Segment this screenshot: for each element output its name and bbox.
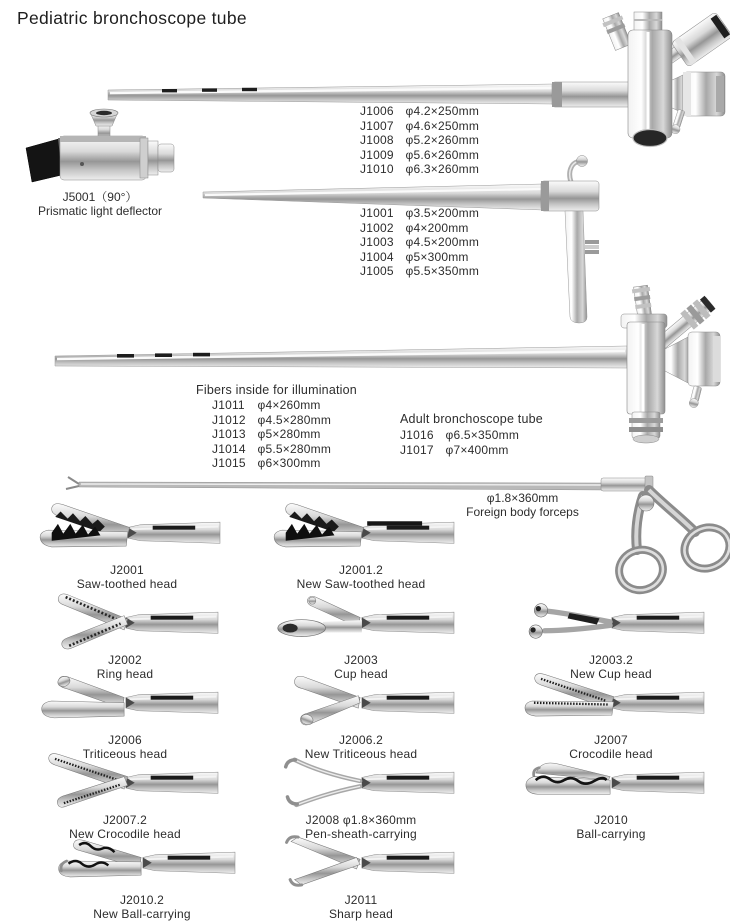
forceps-name: Ball-carrying [576,827,646,841]
forceps-cell-j2011 [252,830,470,921]
foreign-body-forceps-name: Foreign body forceps [466,505,579,519]
deflector-code: J5001（90°） [62,190,138,204]
forceps-code: J2003 [344,653,378,667]
page-title: Pediatric bronchoscope tube [17,8,247,28]
forceps-name: Sharp head [328,907,394,921]
forceps-name: New Ball-carrying [93,907,191,921]
forceps-name: Ring head [96,667,154,681]
deflector-caption [15,190,185,218]
forceps-code: J2007 [594,733,628,747]
forceps-name: Triticeous head [82,747,168,761]
forceps-name: Cup head [334,667,388,681]
forceps-code: J2001.2 [338,563,384,577]
forceps-cell-j2006-2 [252,670,470,761]
new-saw-toothed-head-illustration [263,500,459,562]
adult-tubes-heading: Adult bronchoscope tube [400,412,543,426]
fiber-tube-illustration [45,272,730,444]
forceps-cell-j2001 [18,500,236,591]
crocodile-head-illustration [513,670,709,732]
spec-line: J1001 φ3.5×200mm [360,206,480,220]
forceps-cell-j2007-2 [16,750,234,841]
spec-line: J1005 φ5.5×350mm [360,264,480,278]
spec-line: J1006 φ4.2×250mm [360,104,480,118]
forceps-cell-j2003-2 [502,590,720,681]
forceps-name: New Saw-toothed head [296,577,426,591]
ring-head-illustration [27,590,223,652]
new-triticeous-head-illustration [263,670,459,732]
spec-line: J1011 φ4×260mm [212,398,321,412]
spec-line: J1010 φ6.3×260mm [360,162,480,176]
forceps-cell-j2008 [252,750,470,841]
spec-line: J1013 φ5×280mm [212,427,321,441]
forceps-name: New Crocodile head [69,827,181,841]
pen-sheath-carrying-illustration [263,750,459,812]
spec-line: J1008 φ5.2×260mm [360,133,480,147]
forceps-cell-j2001-2 [252,500,470,591]
cup-head-illustration [263,590,459,652]
tube-b-spec-list [360,206,479,279]
spec-line: J1016 φ6.5×350mm [400,428,520,442]
spec-line: J1007 φ4.6×250mm [360,118,480,133]
forceps-cell-j2003 [252,590,470,681]
forceps-code: J2008 φ1.8×360mm [305,813,417,827]
forceps-code: J2006 [108,733,142,747]
spec-line: J1003 φ4.5×200mm [360,235,480,249]
spec-line: J1017 φ7×400mm [400,442,509,457]
spec-line: J1004 φ5×300mm [360,249,469,264]
new-ball-carrying-illustration [44,830,240,892]
saw-toothed-head-illustration [29,500,225,562]
forceps-cell-j2007 [502,670,720,761]
prismatic-light-deflector-illustration [22,108,182,192]
forceps-name: New Cup head [570,667,652,681]
forceps-code: J2003.2 [588,653,634,667]
ball-carrying-illustration [513,750,709,812]
forceps-code: J2002 [108,653,142,667]
new-crocodile-head-illustration [27,750,223,812]
forceps-cell-j2010-2 [28,830,256,921]
sharp-head-illustration [263,830,459,892]
forceps-cell-j2010 [502,750,720,841]
forceps-code: J2010 [594,813,628,827]
triticeous-head-illustration [27,670,223,732]
forceps-code: J2010.2 [119,893,165,907]
fiber-tubes-heading: Fibers inside for illumination [196,383,357,397]
new-cup-head-illustration [513,590,709,652]
forceps-name: New Triticeous head [304,747,418,761]
spec-line: J1012 φ4.5×280mm [212,412,332,427]
forceps-code: J2011 [344,893,378,907]
deflector-name: Prismatic light deflector [37,204,163,218]
forceps-name: Saw-toothed head [76,577,178,591]
forceps-name: Pen-sheath-carrying [305,827,417,841]
forceps-code: J2007.2 [102,813,148,827]
forceps-code: J2006.2 [338,733,384,747]
spec-line: J1014 φ5.5×280mm [212,441,332,456]
spec-line: J1002 φ4×200mm [360,220,469,235]
forceps-code: J2001 [110,563,144,577]
forceps-cell-j2006 [16,670,234,761]
spec-line: J1015 φ6×300mm [212,456,321,470]
forceps-name: Crocodile head [569,747,653,761]
spec-line: J1009 φ5.6×260mm [360,147,480,162]
forceps-cell-j2002 [16,590,234,681]
foreign-body-forceps-spec: φ1.8×360mm [486,491,559,505]
